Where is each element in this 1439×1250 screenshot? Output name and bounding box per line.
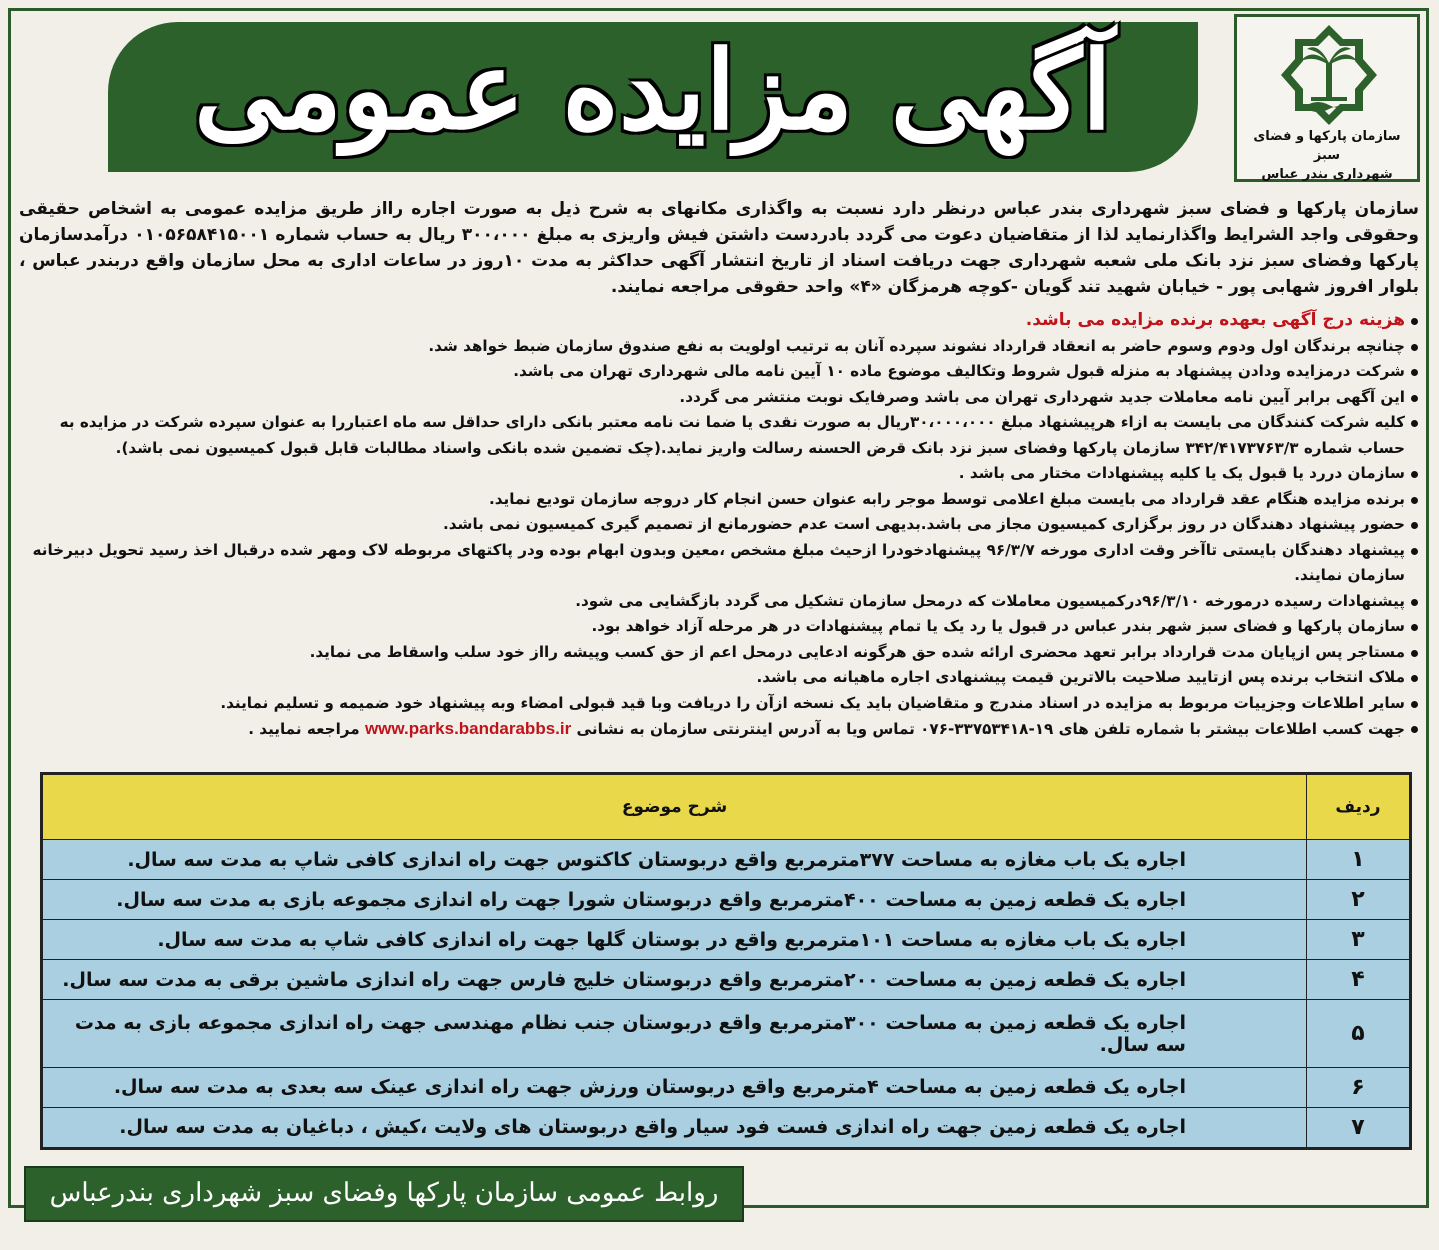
table-row — [43, 1067, 1410, 1107]
row-number: ۳ — [1307, 920, 1410, 960]
condition-item: حضور پیشنهاد دهندگان در روز برگزاری کمیسیون مجاز می باشد.بدیهی است عدم حضورمانع از تصمیم گیری کمیسیون نمی باشد. — [19, 512, 1419, 538]
ad-title: آگهی مزایده عمومی — [194, 28, 1112, 154]
row-number: ۷ — [1307, 1107, 1410, 1147]
table-row — [43, 1107, 1410, 1147]
website-link[interactable]: www.parks.bandarabbs.ir — [364, 719, 572, 738]
condition-item: برنده مزایده هنگام عقد قرارداد می بایست مبلغ اعلامی توسط موجر رابه عنوان حسن انجام کار دروجه سازمان تودیع نماید. — [19, 487, 1419, 513]
condition-item: سازمان پارکها و فضای سبز شهر بندر عباس در قبول یا رد یک یا تمام پیشنهادات در هر مرحله آزاد خواهد بود. — [19, 614, 1419, 640]
ad-header — [24, 14, 1420, 182]
table-row — [43, 840, 1410, 880]
table-row — [43, 880, 1410, 920]
title-banner — [108, 22, 1198, 172]
condition-item: پیشنهاد دهندگان بایستی تاآخر وقت اداری مورخه ۹۶/۳/۷ پیشنهادخودرا ازحیث مبلغ مشخص ،معین وبدون ابهام بوده ودر پاکتهای مربوطه لاک ومهر شده درقبال اخذ رسید تحویل دبیرخانه سازمان نمایند. — [19, 538, 1419, 589]
table-row — [43, 1000, 1410, 1067]
table-row — [43, 920, 1410, 960]
row-description: اجاره یک قطعه زمین به مساحت ۴مترمربع واقع دربوستان ورزش جهت راه اندازی عینک سه بعدی به مدت سه سال. — [43, 1067, 1307, 1107]
column-header-description: شرح موضوع — [43, 775, 1307, 840]
footer-band — [24, 1166, 744, 1222]
condition-item: چنانچه برندگان اول ودوم وسوم حاضر به انعقاد قرارداد نشوند سپرده آنان به ترتیب اولویت به نفع صندوق سازمان ضبط خواهد شد. — [19, 334, 1419, 360]
condition-item: پیشنهادات رسیده درمورخه ۹۶/۳/۱۰درکمیسیون معاملات که درمحل سازمان تشکیل می گردد بازگشایی می شود. — [19, 589, 1419, 615]
condition-item: سایر اطلاعات وجزییات مربوط به مزایده در اسناد مندرج و متقاضیان باید یک نسخه ازآن را دریافت وبا قید قبولی امضاء وبه پیشنهاد خود ضمیمه و تسلیم نمایند. — [19, 691, 1419, 717]
organization-logo — [1234, 14, 1420, 182]
row-description: اجاره یک باب مغازه به مساحت ۱۰۱مترمربع واقع در بوستان گلها جهت راه اندازی کافی شاپ به مدت سه سال. — [43, 920, 1307, 960]
row-number: ۲ — [1307, 880, 1410, 920]
condition-item: ملاک انتخاب برنده پس ازتایید صلاحیت بالاترین قیمت پیشنهادی اجاره ماهیانه می باشد. — [19, 665, 1419, 691]
row-number: ۶ — [1307, 1067, 1410, 1107]
condition-item: هزینه درج آگهی بعهده برنده مزایده می باشد. — [19, 308, 1419, 334]
logo-municipality-name: شهرداری بندر عباس — [1261, 167, 1393, 182]
column-header-row-number: ردیف — [1307, 775, 1410, 840]
contact-suffix: مراجعه نمایید . — [248, 720, 360, 738]
condition-item: کلیه شرکت کنندگان می بایست به ازاء هرپیشنهاد مبلغ ۳۰،۰۰۰،۰۰۰ریال به صورت نقدی یا ضما نت نامه معتبر بانکی دارای حداقل سه ماه اعتباررا به عنوان سپرده شرکت در مزایده به حساب شماره ۳۴۲/۴۱۷۳۷۶۳/۳ سازمان پارکها وفضای سبز نزد بانک قرض الحسنه رسالت واریز نماید.(چک تضمین شده بانکی واسناد مطالبات قابل قبول کمیسیون نمی باشد). — [19, 410, 1419, 461]
condition-item: مستاجر پس ازپایان مدت قرارداد برابر تعهد محضری ارائه شده حق هرگونه ادعایی درمحل اعم از حق کسب وپیشه رااز خود سلب واسقاط می نماید. — [19, 640, 1419, 666]
palm-tree-logo-icon — [1277, 23, 1381, 127]
row-description: اجاره یک قطعه زمین به مساحت ۴۰۰مترمربع واقع دربوستان شورا جهت راه اندازی مجموعه بازی به مدت سه سال. — [43, 880, 1307, 920]
intro-paragraph: سازمان پارکها و فضای سبز شهرداری بندر عباس درنظر دارد نسبت به واگذاری مکانهای به شرح ذیل به صورت اجاره رااز طریق مزایده عمومی به اشخاص حقیقی وحقوقی واجد الشرایط واگذارنماید لذا از متقاضیان دعوت می گردد بادردست داشتن فیش واریزی به مبلغ ۳۰۰،۰۰۰ ریال به حساب شماره ۰۱۰۵۶۵۸۴۱۵۰۰۱ درآمدسازمان پارکها وفضای سبز نزد بانک ملی شعبه شهرداری جهت دریافت اسناد از تاریخ انتشار آگهی حداکثر به مدت ۱۰روز در ساعات اداری به محل سازمان واقع دربندر عباس ، بلوار افروز شهابی پور - خیابان شهید تند گویان -کوچه هرمزگان «۴» واحد حقوقی مراجعه نمایند. — [19, 199, 1419, 297]
row-description: اجاره یک قطعه زمین جهت راه اندازی فست فود سیار واقع دربوستان های ولایت ،کیش ، دباغیان به مدت سه سال. — [43, 1107, 1307, 1147]
row-number: ۱ — [1307, 840, 1410, 880]
footer-signature: روابط عمومی سازمان پارکها وفضای سبز شهرداری بندرعباس — [49, 1178, 719, 1208]
items-table — [40, 772, 1412, 1150]
row-description: اجاره یک قطعه زمین به مساحت ۲۰۰مترمربع واقع دربوستان خلیج فارس جهت راه اندازی ماشین برقی به مدت سه سال. — [43, 960, 1307, 1000]
contact-info — [19, 716, 1419, 743]
contact-prefix: جهت کسب اطلاعات بیشتر با شماره تلفن های ۱۹-۳۳۷۵۳۴۱۸-۰۷۶ تماس ویا به آدرس اینترنتی سازمان به نشانی — [576, 720, 1405, 738]
row-description: اجاره یک قطعه زمین به مساحت ۳۰۰مترمربع واقع دربوستان جنب نظام مهندسی جهت راه اندازی مجموعه بازی به مدت سه سال. — [43, 1000, 1307, 1067]
row-number: ۴ — [1307, 960, 1410, 1000]
table-row — [43, 960, 1410, 1000]
row-number: ۵ — [1307, 1000, 1410, 1067]
condition-item: شرکت درمزایده ودادن پیشنهاد به منزله قبول شروط وتکالیف موضوع ماده ۱۰ آیین نامه مالی شهرداری تهران می باشد. — [19, 359, 1419, 385]
row-description: اجاره یک باب مغازه به مساحت ۳۷۷مترمربع واقع دربوستان کاکتوس جهت راه اندازی کافی شاپ به مدت سه سال. — [43, 840, 1307, 880]
logo-org-name: سازمان پارکها و فضای سبز — [1253, 129, 1401, 163]
condition-item: این آگهی برابر آیین نامه معاملات جدید شهرداری تهران می باشد وصرفایک نوبت منتشر می گردد. — [19, 385, 1419, 411]
table-header-row — [43, 775, 1410, 840]
conditions-list — [19, 308, 1419, 743]
condition-item: سازمان دررد یا قبول یک یا کلیه پیشنهادات مختار می باشد . — [19, 461, 1419, 487]
